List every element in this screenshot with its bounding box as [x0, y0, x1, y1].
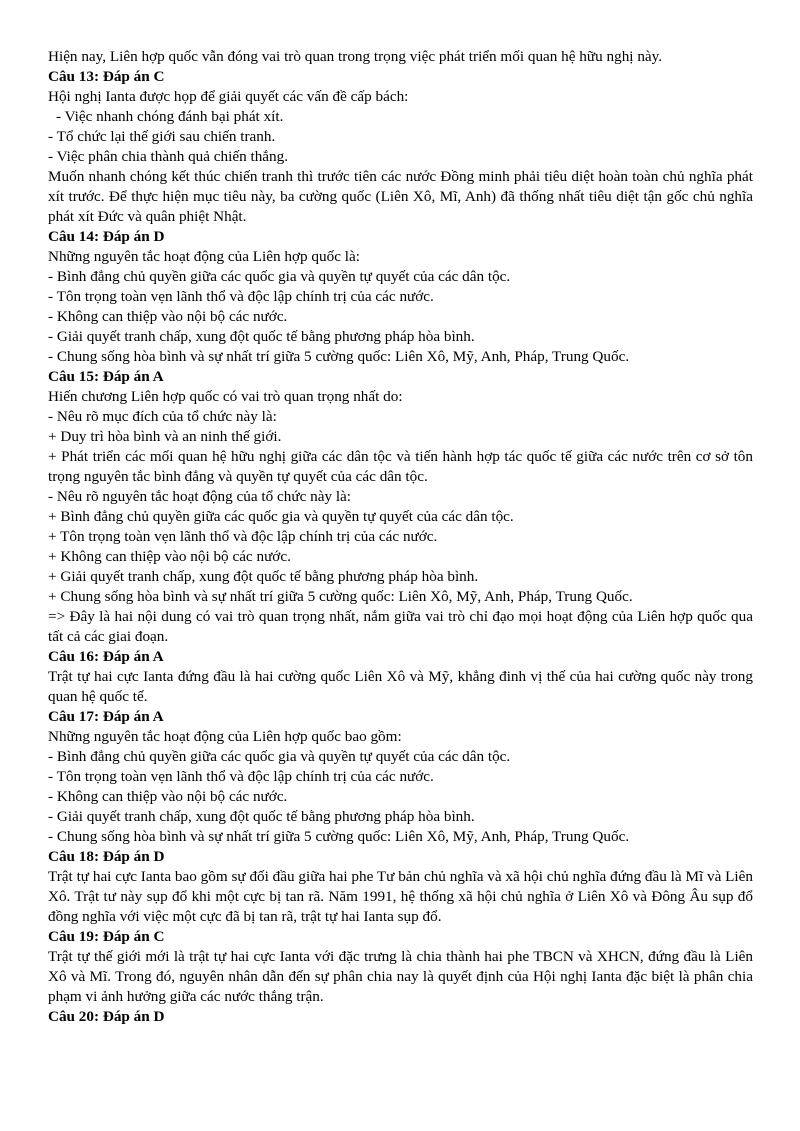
body-paragraph: + Chung sống hòa bình và sự nhất trí giữa 5 cường quốc: Liên Xô, Mỹ, Anh, Pháp, Trung Quốc.: [48, 588, 633, 605]
body-paragraph: Trật tự hai cực Ianta bao gồm sự đối đầu giữa hai phe Tư bản chủ nghĩa và xã hội chủ nghĩa đứng đầu là Mĩ và Liên Xô. Trật tư này sụp đổ khi một cực bị tan rã. Năm 1991, hệ thống xã hội chủ nghĩa ở Liên Xô và Đông Âu sụp đổ đồng nghĩa với việc một cực đã bị tan rã, trật tự hai Ianta sụp đổ.: [48, 868, 753, 925]
body-paragraph: - Giải quyết tranh chấp, xung đột quốc tế bằng phương pháp hòa bình.: [48, 808, 475, 825]
body-paragraph: - Tổ chức lại thế giới sau chiến tranh.: [48, 128, 276, 145]
body-paragraph: Trật tự hai cực Ianta đứng đầu là hai cường quốc Liên Xô và Mỹ, khẳng đinh vị thế của hai cường quốc này trong quan hệ quốc tế.: [48, 668, 753, 705]
body-paragraph: - Bình đẳng chủ quyền giữa các quốc gia và quyền tự quyết của các dân tộc.: [48, 748, 511, 765]
document-page: [48, 47, 753, 1027]
body-paragraph: + Giải quyết tranh chấp, xung đột quốc tế bằng phương pháp hòa bình.: [48, 568, 479, 585]
question-heading: Câu 18: Đáp án D: [48, 848, 165, 865]
question-heading: Câu 13: Đáp án C: [48, 68, 165, 85]
body-paragraph: Hiến chương Liên hợp quốc có vai trò quan trọng nhất do:: [48, 388, 403, 405]
body-paragraph: + Bình đẳng chủ quyền giữa các quốc gia và quyền tự quyết của các dân tộc.: [48, 508, 514, 525]
body-paragraph: - Giải quyết tranh chấp, xung đột quốc tế bằng phương pháp hòa bình.: [48, 328, 475, 345]
bullet-item: - Việc nhanh chóng đánh bại phát xít.: [56, 108, 284, 125]
body-paragraph: - Không can thiệp vào nội bộ các nước.: [48, 788, 288, 805]
body-paragraph: Những nguyên tắc hoạt động của Liên hợp quốc là:: [48, 248, 360, 265]
body-paragraph: + Duy trì hòa bình và an ninh thế giới.: [48, 428, 282, 445]
body-paragraph: - Nêu rõ nguyên tắc hoạt động của tổ chức này là:: [48, 488, 352, 505]
question-heading: Câu 15: Đáp án A: [48, 368, 164, 385]
body-paragraph: Hội nghị Ianta được họp để giải quyết các vấn đề cấp bách:: [48, 88, 409, 105]
body-paragraph: Những nguyên tắc hoạt động của Liên hợp quốc bao gồm:: [48, 728, 402, 745]
body-paragraph: - Chung sống hòa bình và sự nhất trí giữa 5 cường quốc: Liên Xô, Mỹ, Anh, Pháp, Trung Quốc.: [48, 828, 630, 845]
question-heading: Câu 19: Đáp án C: [48, 928, 165, 945]
body-paragraph: - Tôn trọng toàn vẹn lãnh thổ và độc lập chính trị của các nước.: [48, 288, 434, 305]
body-paragraph: Hiện nay, Liên hợp quốc vẫn đóng vai trò quan trong trọng việc phát triển mối quan hệ hữu nghị này.: [48, 48, 663, 65]
body-paragraph: - Việc phân chia thành quả chiến thắng.: [48, 148, 289, 165]
body-paragraph: => Đây là hai nội dung có vai trò quan trọng nhất, nắm giữa vai trò chỉ đạo mọi hoạt động của Liên hợp quốc qua tất cả các giai đoạn.: [48, 608, 753, 645]
question-heading: Câu 16: Đáp án A: [48, 648, 164, 665]
body-paragraph: - Không can thiệp vào nội bộ các nước.: [48, 308, 288, 325]
body-paragraph: Muốn nhanh chóng kết thúc chiến tranh thì trước tiên các nước Đồng minh phải tiêu diệt hoàn toàn chủ nghĩa phát xít trước. Để thực hiện mục tiêu này, ba cường quốc (Liên Xô, Mĩ, Anh) đã thống nhất tiêu diệt tận gốc chủ nghĩa phát xít Đức và quân phiệt Nhật.: [48, 168, 753, 225]
body-paragraph: + Không can thiệp vào nội bộ các nước.: [48, 548, 291, 565]
question-heading: Câu 14: Đáp án D: [48, 228, 165, 245]
body-paragraph: - Tôn trọng toàn vẹn lãnh thổ và độc lập chính trị của các nước.: [48, 768, 434, 785]
question-heading: Câu 17: Đáp án A: [48, 708, 164, 725]
question-heading: Câu 20: Đáp án D: [48, 1008, 165, 1025]
body-paragraph: - Nêu rõ mục đích của tổ chức này là:: [48, 408, 277, 425]
body-paragraph: Trật tự thế giới mới là trật tự hai cực Ianta với đặc trưng là chia thành hai phe TBCN và XHCN, đứng đầu là Liên Xô và Mĩ. Trong đó, nguyên nhân dẫn đến sự phân chia nay là quyết định của Hội nghị Ianta đặc biệt là phân chia phạm vi ảnh hưởng giữa các nước thắng trận.: [48, 948, 753, 1005]
body-paragraph: + Phát triển các mối quan hệ hữu nghị giữa các dân tộc và tiến hành hợp tác quốc tế giữa các nước trên cơ sở tôn trọng nguyên tắc bình đẳng và quyền tự quyết của các dân tộc.: [48, 448, 753, 485]
body-paragraph: - Chung sống hòa bình và sự nhất trí giữa 5 cường quốc: Liên Xô, Mỹ, Anh, Pháp, Trung Quốc.: [48, 348, 630, 365]
answer-explanations: [48, 47, 753, 1027]
body-paragraph: - Bình đẳng chủ quyền giữa các quốc gia và quyền tự quyết của các dân tộc.: [48, 268, 511, 285]
body-paragraph: + Tôn trọng toàn vẹn lãnh thổ và độc lập chính trị của các nước.: [48, 528, 438, 545]
